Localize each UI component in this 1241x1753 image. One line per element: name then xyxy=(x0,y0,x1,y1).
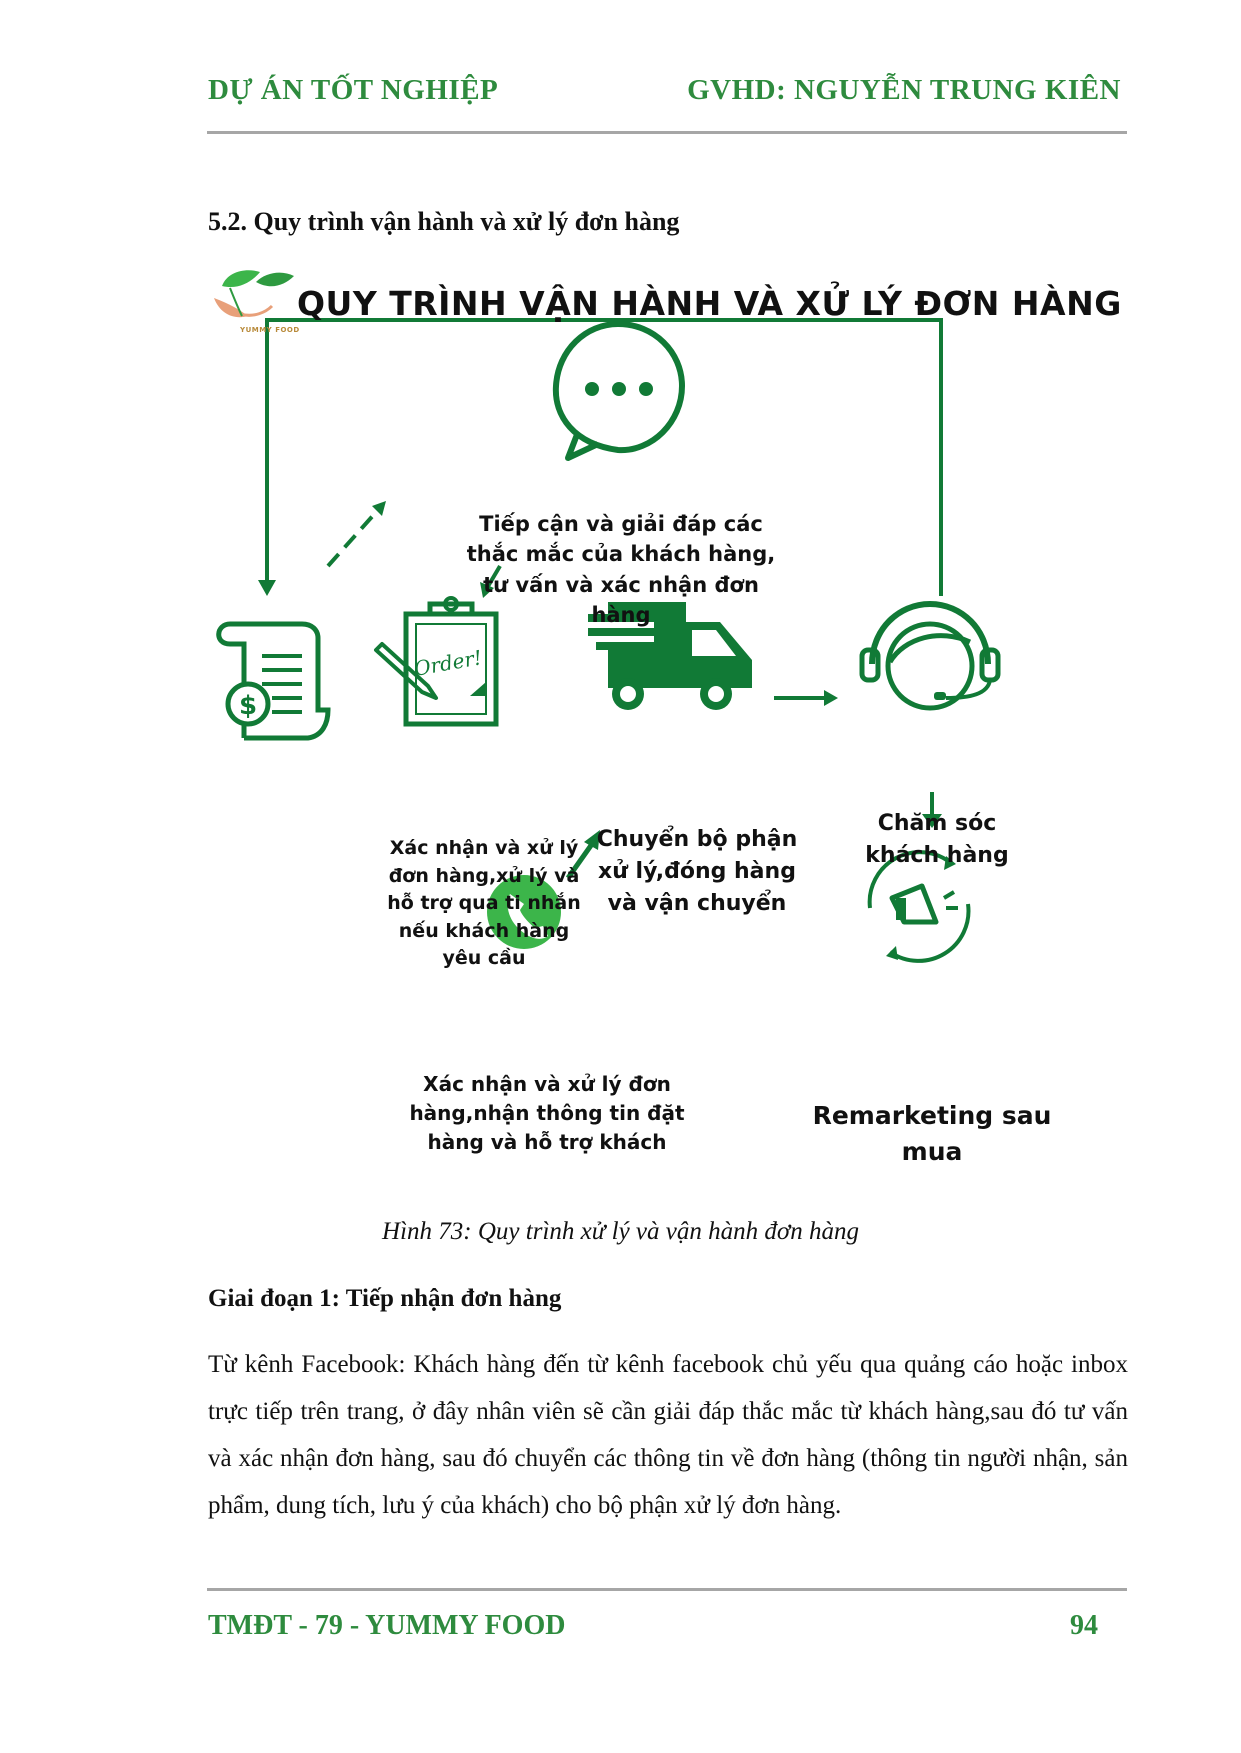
diagram-graphics xyxy=(200,258,1140,1178)
footer-title: TMĐT - 79 - YUMMY FOOD xyxy=(208,1610,566,1641)
logo-text: YUMMY FOOD xyxy=(240,326,300,334)
label-remarketing: Remarketing sau mua xyxy=(812,1101,1052,1167)
phase-title: Giai đoạn 1: Tiếp nhận đơn hàng xyxy=(208,1285,562,1312)
headset-support-icon xyxy=(862,604,998,708)
dashed-arrow xyxy=(328,510,378,566)
label-consult: Tiếp cận và giải đáp các thắc mắc của khách hàng, tư vấn và xác nhận đơn hàng xyxy=(466,512,776,628)
label-phone-confirm: Xác nhận và xử lý đơn hàng,nhận thông tin đặt hàng và hỗ trợ khách xyxy=(409,1072,685,1154)
label-customer-care: Chăm sóc khách hàng xyxy=(865,811,1009,868)
svg-text:$: $ xyxy=(238,691,258,721)
header-divider xyxy=(207,131,1127,134)
svg-text:Order!: Order! xyxy=(412,645,484,681)
diagram-title: QUY TRÌNH VẬN HÀNH VÀ XỬ LÝ ĐƠN HÀNG xyxy=(297,284,1122,323)
label-confirm: Xác nhận và xử lý đơn hàng,xử lý và hỗ trợ qua ti nhắn nếu khách hàng yêu cầu xyxy=(387,837,581,970)
section-title: 5.2. Quy trình vận hành và xử lý đơn hàng xyxy=(208,207,680,236)
chat-bubble-icon xyxy=(556,324,682,458)
process-diagram xyxy=(200,258,1140,1178)
header-project-title: DỰ ÁN TỐT NGHIỆP xyxy=(208,74,499,106)
leaf-logo-icon xyxy=(214,270,294,317)
page-number: 94 xyxy=(1070,1610,1098,1641)
footer-divider xyxy=(207,1588,1127,1591)
header-advisor: GVHD: NGUYỄN TRUNG KIÊN xyxy=(687,74,1121,106)
label-shipping: Chuyển bộ phận xử lý,đóng hàng và vận chuyển xyxy=(596,827,798,916)
figure-caption: Hình 73: Quy trình xử lý và vận hành đơn hàng xyxy=(382,1218,859,1245)
invoice-dollar-icon xyxy=(219,624,328,738)
body-paragraph: Từ kênh Facebook: Khách hàng đến từ kênh facebook chủ yếu qua quảng cáo hoặc inbox trực tiếp trên trang, ở đây nhân viên sẽ cần giải đáp thắc mắc từ khách hàng,sau đó tư vấn và xác nhận đơn hàng, sau đó chuyển các thông tin về đơn hàng (thông tin người nhận, sản phẩm, dung tích, lưu ý của khách) cho bộ phận xử lý đơn hàng. xyxy=(208,1351,1128,1519)
